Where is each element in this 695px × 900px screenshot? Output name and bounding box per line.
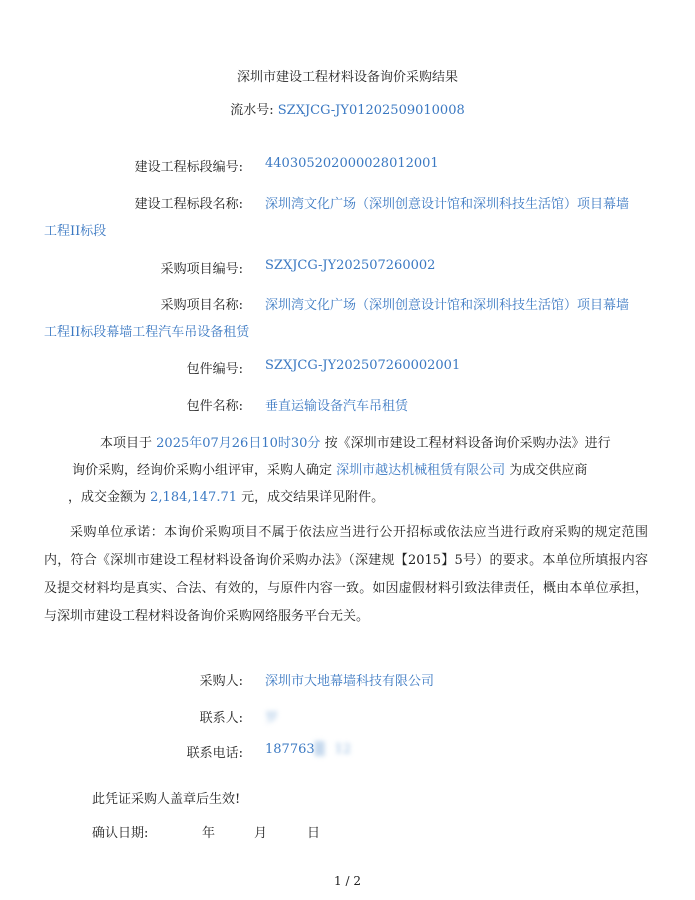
package-name-label: 包件名称: [186, 399, 243, 414]
result-text-4: 为成交供应商 [509, 463, 588, 478]
page-number: 1 / 2 [334, 874, 361, 888]
seal-note: 此凭证采购人盖章后生效! [92, 792, 241, 807]
phone-visible: 187763 [265, 742, 315, 757]
serial-value: SZXJCG-JY01202509010008 [277, 103, 465, 118]
confirm-month: 月 [254, 826, 268, 841]
section-no-value: 440305202000028012001 [265, 156, 439, 171]
purchaser-label: 采购人: [199, 674, 243, 689]
project-name-value-line1: 深圳湾文化广场（深圳创意设计馆和深圳科技生活馆）项目幕墙 [265, 298, 630, 313]
section-name-value-line1: 深圳湾文化广场（深圳创意设计馆和深圳科技生活馆）项目幕墙 [265, 197, 630, 212]
package-no-value: SZXJCG-JY202507260002001 [265, 358, 461, 373]
result-date: 2025年07月26日10时30分 [156, 436, 321, 451]
serial-number [0, 99, 695, 118]
confirm-day: 日 [307, 826, 321, 841]
contact-phone-value [265, 742, 351, 757]
package-name-value: 垂直运输设备汽车吊租赁 [265, 399, 409, 414]
serial-label: 流水号: [230, 103, 274, 118]
contact-person-label: 联系人: [199, 711, 243, 726]
project-no-value: SZXJCG-JY202507260002 [265, 258, 436, 273]
supplier-name: 深圳市越达机械租赁有限公司 [336, 463, 506, 478]
phone-tail: 12 [334, 742, 352, 757]
package-no-label: 包件编号: [186, 362, 243, 377]
contact-person-value: 罗 [265, 711, 279, 726]
confirm-date-label: 确认日期: [92, 826, 149, 841]
commitment-text: 采购单位承诺：本询价采购项目不属于依法应当进行公开招标或依法应当进行政府采购的规定范围内，符合《深圳市建设工程材料设备询价采购办法》（深建规【2015】5号）的要求。本单位所填报内容及提交材料均是真实、合法、有效的，与原件内容一致。如因虚假材料引致法律责任，概由本单位承担，与深圳市建设工程材料设备询价采购网络服务平台无关。 [44, 525, 648, 624]
document-title: 深圳市建设工程材料设备询价采购结果 [236, 70, 458, 85]
result-text-6: 元，成交结果详见附件。 [241, 490, 385, 505]
result-text-2: 按《深圳市建设工程材料设备询价采购办法》进行 [324, 436, 611, 451]
section-no-label: 建设工程标段编号: [134, 160, 243, 175]
project-no-label: 采购项目编号: [160, 262, 243, 277]
deal-amount: 2,184,147.71 [150, 490, 237, 505]
phone-redacted: ▒ [314, 742, 325, 757]
section-name-value-line2: 工程II标段 [44, 224, 107, 239]
contact-phone-label: 联系电话: [186, 746, 243, 761]
purchaser-value: 深圳市大地幕墙科技有限公司 [265, 674, 435, 689]
result-text-5: ，成交金额为 [68, 490, 147, 505]
result-text-3: 询价采购，经询价采购小组评审，采购人确定 [72, 463, 333, 478]
confirm-year: 年 [202, 826, 216, 841]
project-name-label: 采购项目名称: [160, 298, 243, 313]
result-text-1: 本项目于 [100, 436, 153, 451]
section-name-label: 建设工程标段名称: [134, 197, 243, 212]
project-name-value-line2: 工程II标段幕墙工程汽车吊设备租赁 [44, 325, 250, 340]
